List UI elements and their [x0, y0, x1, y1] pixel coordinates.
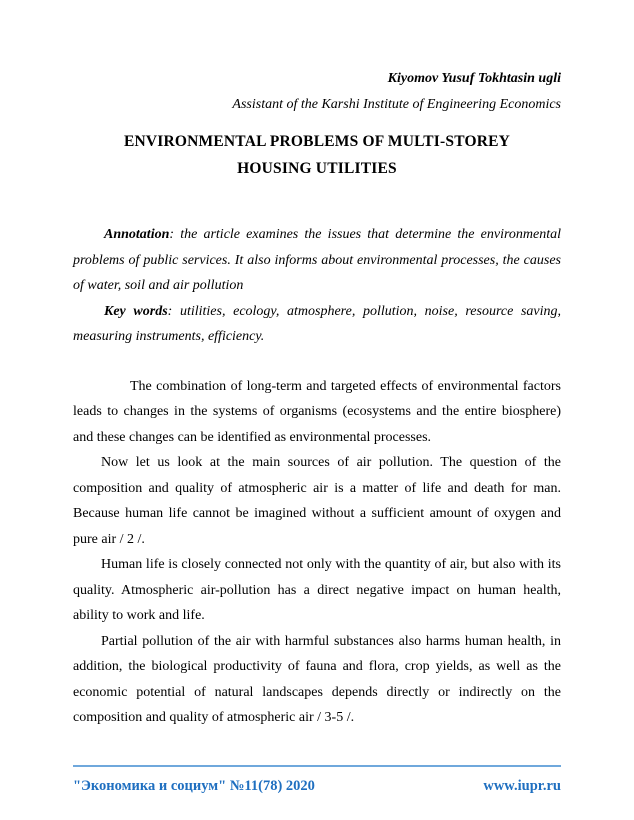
- keywords-paragraph: [73, 299, 561, 350]
- website-link[interactable]: www.iupr.ru: [483, 778, 561, 794]
- page-title-line1: ENVIRONMENTAL PROBLEMS OF MULTI-STOREY: [123, 133, 511, 150]
- footer-row: [73, 777, 561, 795]
- annotation-label: Annotation: [104, 227, 170, 242]
- journal-issue-label: "Экономика и социум" №11(78) 2020: [73, 778, 315, 794]
- body-paragraph: Human life is closely connected not only with the quantity of air, but also with its quality. Atmospheric air-pollution has a direct negative impact on human health, ability to work and life.: [73, 557, 561, 623]
- author-name: Kiyomov Yusuf Tokhtasin ugli: [387, 71, 561, 86]
- page-title: [73, 128, 561, 182]
- footer-rule: [73, 765, 561, 767]
- keywords-text: : utilities, ecology, atmosphere, pollution, noise, resource saving, measuring instruments, efficiency.: [73, 303, 562, 344]
- page-title-line2: HOUSING UTILITIES: [237, 160, 397, 177]
- keywords-label: Key words: [104, 303, 168, 319]
- abstract-section: [73, 222, 561, 350]
- author-block: [73, 66, 561, 117]
- author-affiliation: Assistant of the Karshi Institute of Engineering Economics: [232, 96, 561, 112]
- body-paragraph: The combination of long-term and targeted effects of environmental factors leads to changes in the systems of organisms (ecosystems and the entire biosphere) and these changes can be identified as environmental processes.: [73, 378, 561, 445]
- body-paragraph: Now let us look at the main sources of air pollution. The question of the composition and quality of atmospheric air is a matter of life and death for man. Because human life cannot be imagined without a sufficient amount of oxygen and pure air / 2 /.: [73, 455, 561, 547]
- article-body: [73, 374, 561, 731]
- annotation-text: : the article examines the issues that determine the environmental problems of public services. It also informs about environmental processes, the causes of water, soil and air pollution: [73, 227, 561, 293]
- body-paragraph: Partial pollution of the air with harmful substances also harms human health, in addition, the biological productivity of fauna and flora, crop yields, as well as the economic potential of natural landscapes depends directly or indirectly on the composition and quality of atmospheric air / 3-5 /.: [73, 633, 561, 725]
- page-footer: [73, 765, 561, 795]
- annotation-paragraph: [73, 222, 561, 299]
